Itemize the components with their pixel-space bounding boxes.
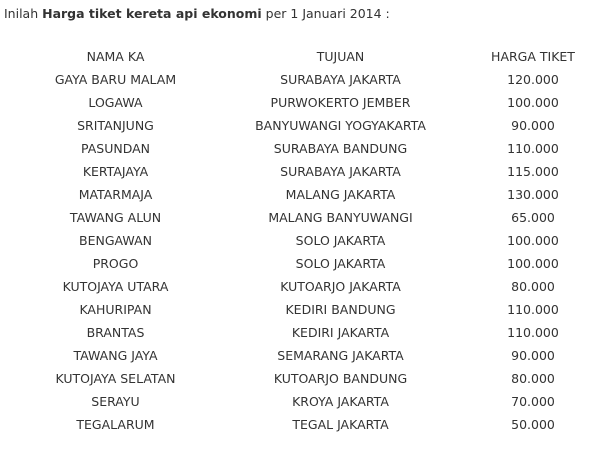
price-cell: 100.000 (507, 95, 559, 110)
train-name-cell: PASUNDAN (80, 141, 151, 156)
table-row (18, 298, 598, 321)
destination-cell: KEDIRI BANDUNG (285, 302, 396, 317)
table-row (18, 91, 598, 114)
price-cell: 70.000 (511, 394, 555, 409)
price-cell: 100.000 (507, 256, 559, 271)
train-name-cell: BENGAWAN (79, 233, 152, 248)
table-row (18, 160, 598, 183)
destination-cell: SURABAYA BANDUNG (273, 141, 408, 156)
table-row (18, 252, 598, 275)
table-row (18, 206, 598, 229)
price-cell: 80.000 (511, 371, 555, 386)
table-body (18, 68, 598, 436)
price-cell: 110.000 (507, 302, 559, 317)
price-cell: 90.000 (511, 118, 555, 133)
train-name-cell: TEGALARUM (76, 417, 155, 432)
train-name-cell: PROGO (92, 256, 139, 271)
train-name-cell: SERAYU (91, 394, 140, 409)
table-row (18, 183, 598, 206)
table-row (18, 114, 598, 137)
header-tujuan: TUJUAN (316, 49, 365, 64)
train-name-cell: KAHURIPAN (79, 302, 152, 317)
table-row (18, 344, 598, 367)
price-cell: 80.000 (511, 279, 555, 294)
intro-prefix: Inilah (4, 6, 43, 21)
destination-cell: SOLO JAKARTA (295, 256, 386, 271)
destination-cell: MALANG JAKARTA (285, 187, 396, 202)
intro-text (4, 6, 390, 21)
destination-cell: KUTOARJO JAKARTA (280, 279, 401, 294)
table-row (18, 275, 598, 298)
price-cell: 120.000 (507, 72, 559, 87)
destination-cell: MALANG BANYUWANGI (268, 210, 413, 225)
price-cell: 65.000 (511, 210, 555, 225)
train-name-cell: KUTOJAYA SELATAN (55, 371, 176, 386)
table-row (18, 321, 598, 344)
train-name-cell: MATARMAJA (78, 187, 153, 202)
price-cell: 110.000 (507, 141, 559, 156)
price-cell: 90.000 (511, 348, 555, 363)
train-name-cell: LOGAWA (88, 95, 143, 110)
ticket-price-table (18, 45, 598, 436)
table-row (18, 390, 598, 413)
table-row (18, 229, 598, 252)
train-name-cell: BRANTAS (86, 325, 145, 340)
train-name-cell: KERTAJAYA (82, 164, 149, 179)
destination-cell: TEGAL JAKARTA (292, 417, 389, 432)
table-row (18, 68, 598, 91)
destination-cell: KROYA JAKARTA (292, 394, 389, 409)
train-name-cell: GAYA BARU MALAM (54, 72, 177, 87)
price-cell: 100.000 (507, 233, 559, 248)
destination-cell: KEDIRI JAKARTA (291, 325, 390, 340)
table-row (18, 413, 598, 436)
destination-cell: SURABAYA JAKARTA (280, 72, 401, 87)
intro-bold-title: Harga tiket kereta api ekonomi (42, 6, 262, 21)
price-cell: 115.000 (507, 164, 559, 179)
train-name-cell: TAWANG ALUN (69, 210, 162, 225)
destination-cell: KUTOARJO BANDUNG (273, 371, 408, 386)
train-name-cell: TAWANG JAYA (73, 348, 158, 363)
header-harga-tiket: HARGA TIKET (491, 49, 575, 64)
price-cell: 50.000 (511, 417, 555, 432)
table-row (18, 367, 598, 390)
destination-cell: PURWOKERTO JEMBER (270, 95, 411, 110)
table-header-row (18, 45, 598, 68)
intro-suffix: per 1 Januari 2014 : (261, 6, 390, 21)
header-nama-ka: NAMA KA (86, 49, 145, 64)
destination-cell: SURABAYA JAKARTA (280, 164, 401, 179)
table-row (18, 137, 598, 160)
train-name-cell: KUTOJAYA UTARA (62, 279, 169, 294)
destination-cell: BANYUWANGI YOGYAKARTA (255, 118, 426, 133)
price-cell: 110.000 (507, 325, 559, 340)
train-name-cell: SRITANJUNG (77, 118, 154, 133)
destination-cell: SEMARANG JAKARTA (277, 348, 404, 363)
destination-cell: SOLO JAKARTA (295, 233, 386, 248)
price-cell: 130.000 (507, 187, 559, 202)
